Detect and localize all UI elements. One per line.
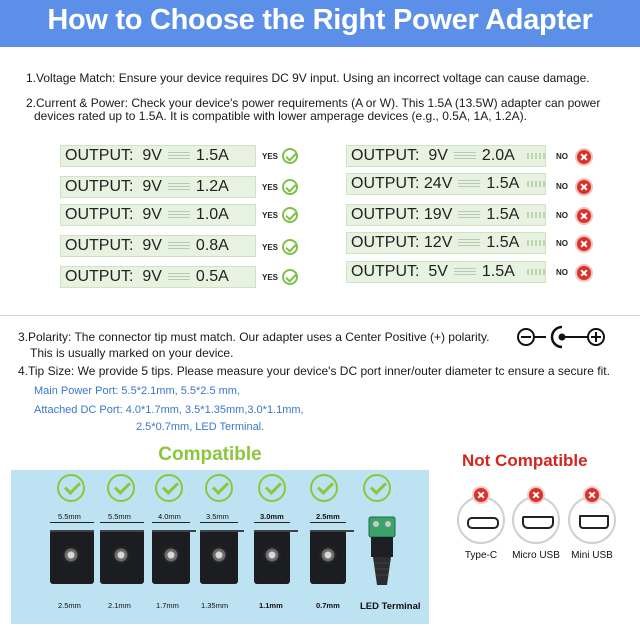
output-row (346, 261, 546, 283)
output-row (60, 266, 256, 288)
dimension-line (200, 522, 238, 523)
dc-tip-image (310, 530, 346, 584)
output-row (60, 145, 256, 167)
current-power-text-1: 2.Current & Power: Check your device's power requirements (A or W). This 1.5A (13.5W) adapter can power (26, 96, 601, 110)
output-label: OUTPUT: (65, 206, 134, 223)
verdict-label: YES (262, 243, 279, 252)
output-voltage: 5V (428, 263, 448, 280)
attached-port-text-1: Attached DC Port: 4.0*1.7mm, 3.5*1.35mm,3.0*1.1mm, (34, 404, 304, 416)
output-current: 1.5A (195, 147, 229, 164)
output-voltage: 12V (423, 234, 453, 251)
output-current: 1.5A (486, 175, 520, 192)
tip-inner-dim: 1.7mm (156, 601, 179, 610)
dc-tip-image (254, 530, 290, 584)
dimension-line (100, 522, 144, 523)
output-current: 0.5A (195, 268, 229, 285)
dimension-line (254, 522, 290, 523)
check-circle-icon (205, 474, 233, 502)
output-voltage: 9V (142, 147, 162, 164)
output-label: OUTPUT: (65, 147, 134, 164)
main-port-text: Main Power Port: 5.5*2.1mm, 5.5*2.5 mm, (34, 385, 241, 397)
dc-tip-image (50, 530, 94, 584)
tip-outer-dim: 5.5mm (58, 512, 81, 521)
cross-circle-icon (575, 264, 593, 282)
cross-circle-icon (472, 486, 490, 504)
output-row (60, 204, 256, 226)
check-circle-icon (57, 474, 85, 502)
verdict-label: NO (556, 268, 568, 277)
output-voltage: 9V (142, 268, 162, 285)
check-circle-icon (258, 474, 286, 502)
output-row (60, 176, 256, 198)
output-label: OUTPUT: (351, 234, 420, 251)
cross-circle-icon (575, 235, 593, 253)
verdict-label: YES (262, 152, 279, 161)
cross-circle-icon (575, 148, 593, 166)
dimension-line (152, 522, 190, 523)
mini-usb-label: Mini USB (571, 550, 613, 561)
compatible-title: Compatible (158, 444, 262, 465)
tip-outer-dim: 2.5mm (316, 512, 340, 521)
check-circle-icon (107, 474, 135, 502)
check-circle-icon (282, 239, 298, 255)
verdict-label: NO (556, 211, 568, 220)
type-c-label: Type-C (464, 550, 498, 561)
dc-tip-image (200, 530, 238, 584)
polarity-text-2: This is usually marked on your device. (30, 346, 234, 360)
output-label: OUTPUT: (351, 206, 420, 223)
output-label: OUTPUT: (65, 178, 134, 195)
tip-size-text: 4.Tip Size: We provide 5 tips. Please measure your device's DC port inner/outer diameter tc ensure a secure fit. (18, 364, 610, 378)
output-current: 1.2A (195, 178, 229, 195)
output-label: OUTPUT: (65, 237, 134, 254)
dc-tip-image (152, 530, 190, 584)
output-row (346, 204, 546, 226)
tip-outer-dim: 3.5mm (206, 512, 229, 521)
output-row (346, 232, 546, 254)
output-label: OUTPUT: (351, 147, 420, 164)
output-voltage: 9V (142, 178, 162, 195)
output-current: 1.5A (481, 263, 515, 280)
dimension-line (50, 522, 94, 523)
verdict-label: YES (262, 211, 279, 220)
output-label: OUTPUT: (65, 268, 134, 285)
led-terminal-image (365, 515, 399, 589)
check-circle-icon (363, 474, 391, 502)
output-voltage: 24V (423, 175, 453, 192)
output-voltage: 19V (423, 206, 453, 223)
output-row (60, 235, 256, 257)
current-power-text-2: devices rated up to 1.5A. It is compatible with lower amperage devices (e.g., 0.5A, 1A, 1.2A). (34, 109, 527, 123)
tip-inner-dim: 2.1mm (108, 601, 131, 610)
dimension-line (310, 522, 346, 523)
output-current: 1.0A (195, 206, 229, 223)
cross-circle-icon (583, 486, 601, 504)
output-voltage: 9V (142, 237, 162, 254)
led-terminal-label: LED Terminal (360, 601, 421, 612)
tip-outer-dim: 5.5mm (108, 512, 131, 521)
micro-usb-label: Micro USB (512, 550, 560, 561)
attached-port-text-2: 2.5*0.7mm, LED Terminal. (136, 421, 265, 433)
output-row (346, 173, 546, 195)
output-voltage: 9V (428, 147, 448, 164)
output-current: 0.8A (195, 237, 229, 254)
check-circle-icon (155, 474, 183, 502)
check-circle-icon (282, 179, 298, 195)
output-label: OUTPUT: (351, 175, 420, 192)
check-circle-icon (310, 474, 338, 502)
dc-tip-image (100, 530, 144, 584)
check-circle-icon (282, 207, 298, 223)
output-current: 1.5A (486, 206, 520, 223)
verdict-label: NO (556, 152, 568, 161)
output-current: 1.5A (486, 234, 520, 251)
output-row (346, 145, 546, 167)
cross-circle-icon (575, 207, 593, 225)
polarity-text-1: 3.Polarity: The connector tip must match. Our adapter uses a Center Positive (+) polarity. (18, 330, 490, 344)
output-voltage: 9V (142, 206, 162, 223)
tip-inner-dim: 1.1mm (259, 601, 283, 610)
section-divider (0, 315, 640, 316)
voltage-match-text: 1.Voltage Match: Ensure your device requires DC 9V input. Using an incorrect voltage can cause damage. (26, 71, 590, 85)
tip-inner-dim: 2.5mm (58, 601, 81, 610)
output-label: OUTPUT: (351, 263, 420, 280)
tip-inner-dim: 0.7mm (316, 601, 340, 610)
cross-circle-icon (575, 178, 593, 196)
page-title: How to Choose the Right Power Adapter (47, 4, 593, 36)
not-compatible-title: Not Compatible (462, 451, 588, 470)
check-circle-icon (282, 269, 298, 285)
verdict-label: NO (556, 182, 568, 191)
check-circle-icon (282, 148, 298, 164)
verdict-label: YES (262, 183, 279, 192)
verdict-label: NO (556, 239, 568, 248)
cross-circle-icon (527, 486, 545, 504)
tip-outer-dim: 4.0mm (158, 512, 181, 521)
output-current: 2.0A (481, 147, 515, 164)
polarity-center-positive-icon (516, 323, 608, 351)
verdict-label: YES (262, 273, 279, 282)
tip-outer-dim: 3.0mm (260, 512, 284, 521)
tip-inner-dim: 1.35mm (201, 601, 229, 610)
